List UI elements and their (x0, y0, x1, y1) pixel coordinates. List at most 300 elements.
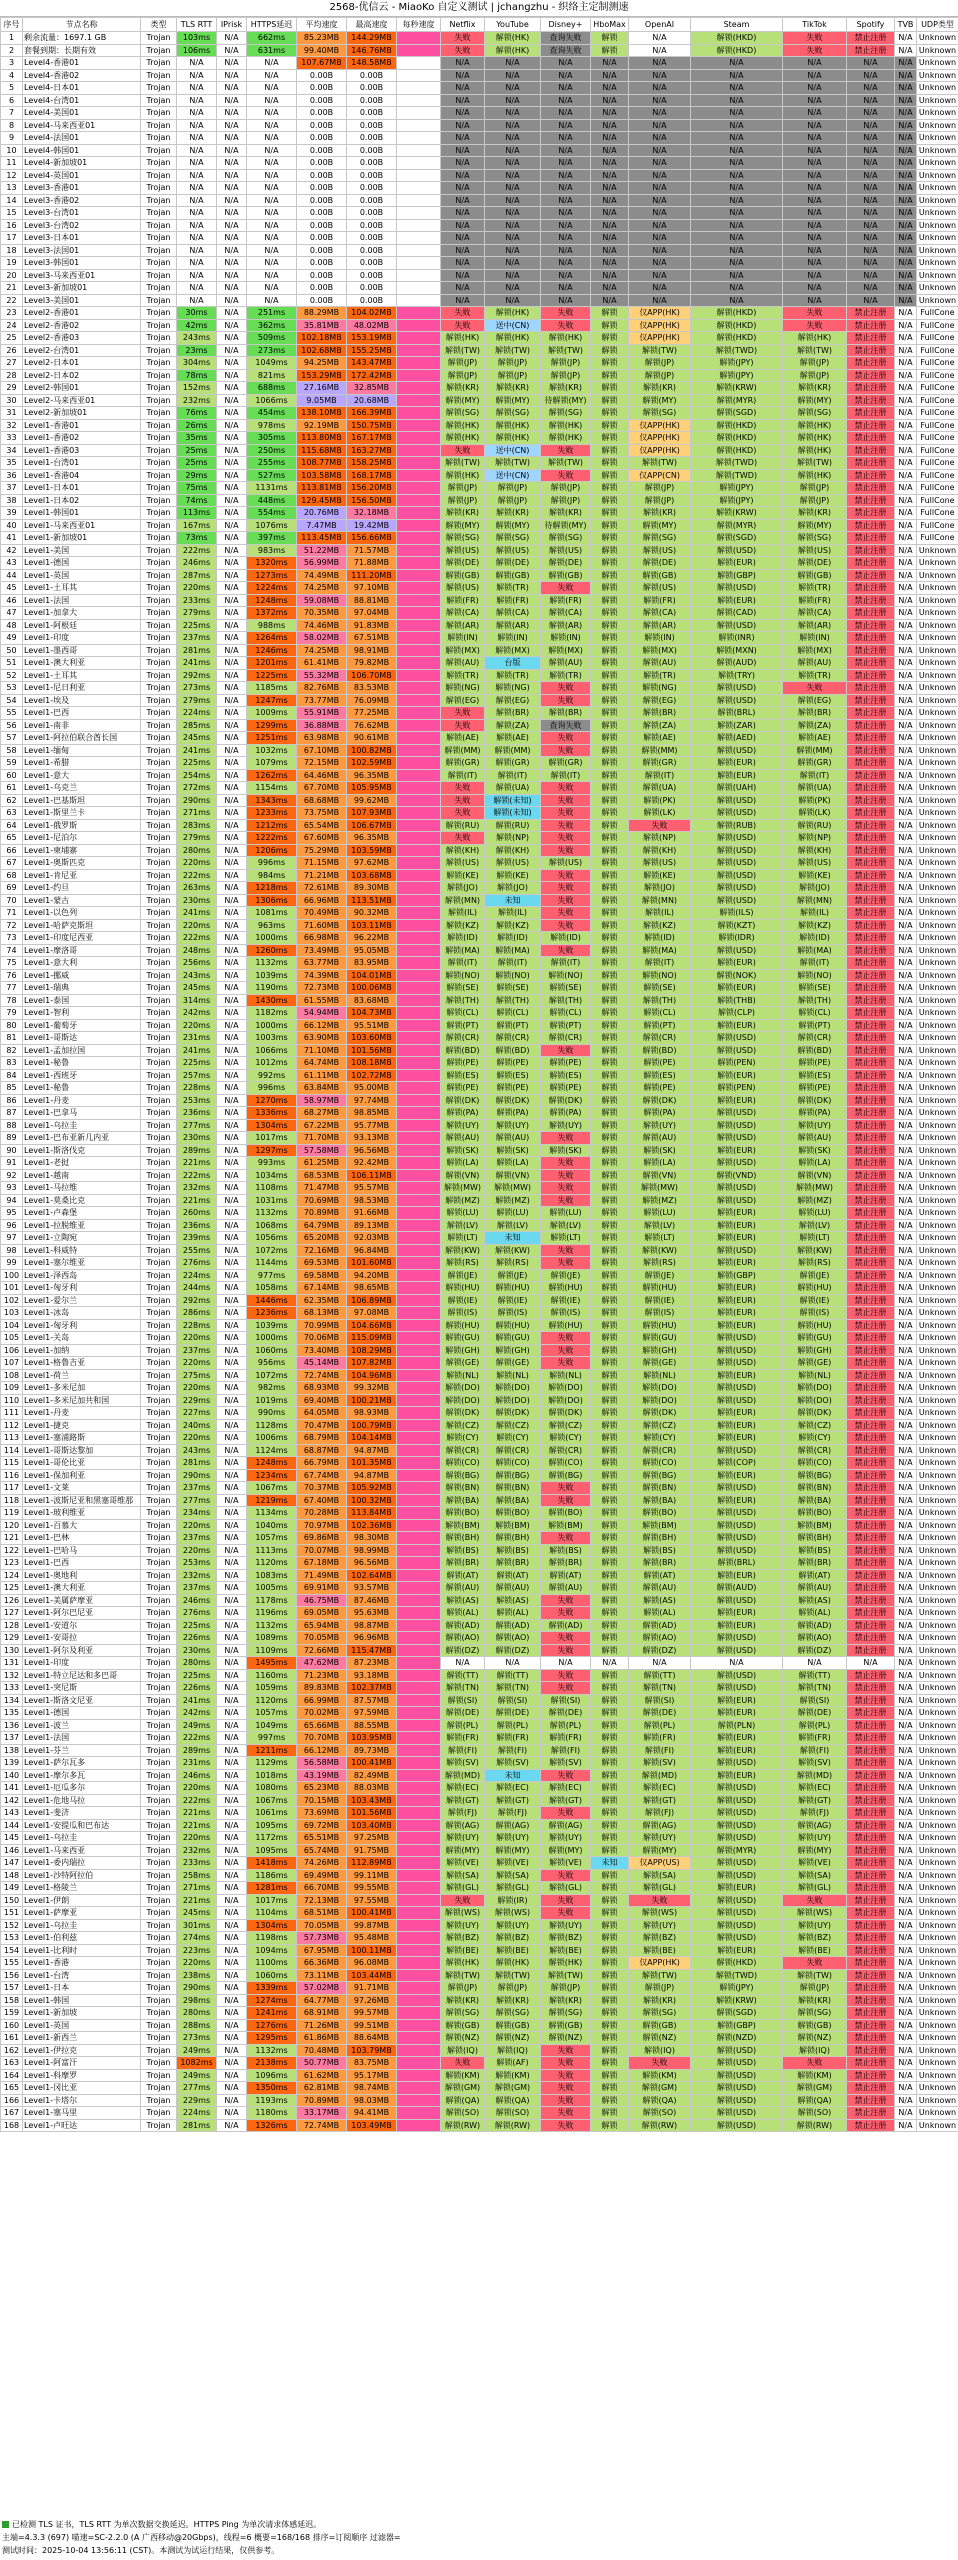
table-cell: 送中(CN) (485, 319, 541, 332)
table-cell: 解锁(EUR) (691, 594, 783, 607)
table-row (1, 144, 958, 157)
table-row (1, 1269, 958, 1282)
table-cell: 147 (1, 1857, 23, 1870)
table-row (1, 869, 958, 882)
table-cell: Trojan (141, 369, 177, 382)
table-cell: 解锁(JP) (629, 369, 691, 382)
table-cell: 107.67MB (297, 57, 347, 70)
table-cell: 解锁 (591, 794, 629, 807)
table-cell: 仅APP(HK) (629, 444, 691, 457)
table-cell: Trojan (141, 1194, 177, 1207)
table-cell: 101.35MB (347, 1457, 397, 1470)
table-cell: 失败 (541, 1644, 591, 1657)
table-cell: 631ms (247, 44, 297, 57)
table-cell: N/A (895, 1807, 917, 1820)
table-cell: 解锁(MY) (783, 1844, 847, 1857)
table-cell: 失败 (541, 844, 591, 857)
table-cell: Unknown (917, 2007, 958, 2020)
table-cell: Level1-缅甸 (23, 744, 141, 757)
table-cell: N/A (217, 1744, 247, 1757)
table-cell: 解锁(BR) (629, 707, 691, 720)
table-cell: 禁止注册 (847, 1019, 895, 1032)
table-cell: 1120ms (247, 1694, 297, 1707)
table-cell: 解锁 (591, 1919, 629, 1932)
table-cell: N/A (217, 907, 247, 920)
table-cell: Trojan (141, 257, 177, 270)
column-header: TLS RTT (177, 18, 217, 32)
table-cell: Unknown (917, 1069, 958, 1082)
table-cell: 解锁(USD) (691, 1669, 783, 1682)
table-cell: 解锁(AF) (485, 2057, 541, 2070)
table-row (1, 1282, 958, 1295)
table-cell: N/A (783, 119, 847, 132)
table-cell: N/A (217, 382, 247, 395)
table-cell: N/A (217, 1194, 247, 1207)
table-cell: Trojan (141, 1469, 177, 1482)
table-cell: 107.82MB (347, 1357, 397, 1370)
table-cell: 解锁(HKD) (691, 419, 783, 432)
table-cell: 解锁(MZ) (441, 1194, 485, 1207)
table-cell: N/A (895, 107, 917, 120)
table-cell: 解锁(RW) (629, 2119, 691, 2132)
table-cell: Trojan (141, 1832, 177, 1845)
table-cell: 解锁(BR) (783, 707, 847, 720)
table-cell: Unknown (917, 1394, 958, 1407)
table-cell: 解锁(HKD) (691, 332, 783, 345)
table-cell: 解锁(ID) (629, 932, 691, 945)
table-cell: 156.50MB (347, 494, 397, 507)
table-cell: 13 (1, 182, 23, 195)
table-cell: N/A (217, 844, 247, 857)
table-cell: N/A (691, 94, 783, 107)
table-cell: 236ms (177, 1107, 217, 1120)
table-cell: 解锁(CY) (441, 1432, 485, 1445)
column-header: HboMax (591, 18, 629, 32)
table-cell: Level1-科威特 (23, 1244, 141, 1257)
table-cell: 61.86MB (297, 2032, 347, 2045)
table-cell: N/A (895, 857, 917, 870)
table-cell: 解锁(BZ) (441, 1932, 485, 1945)
table-cell: N/A (217, 69, 247, 82)
table-cell: N/A (217, 369, 247, 382)
table-cell: 解锁(SGD) (691, 532, 783, 545)
table-cell: 解锁(AU) (783, 1132, 847, 1145)
table-cell: Level1-厄瓜多尔 (23, 1782, 141, 1795)
table-cell: 0.00B (347, 182, 397, 195)
table-cell: N/A (895, 2119, 917, 2132)
table-cell: N/A (217, 2044, 247, 2057)
table-cell: 解锁(SG) (485, 532, 541, 545)
table-cell: 解锁 (591, 1044, 629, 1057)
table-cell: 解锁(USD) (691, 1194, 783, 1207)
table-cell: N/A (895, 969, 917, 982)
table-cell: Trojan (141, 1144, 177, 1157)
table-cell: 55.91MB (297, 707, 347, 720)
table-cell: Unknown (917, 1794, 958, 1807)
table-cell: 解锁(USD) (691, 1344, 783, 1357)
table-row (1, 1357, 958, 1370)
table-cell: 解锁(KW) (485, 1244, 541, 1257)
table-cell: N/A (441, 94, 485, 107)
table-cell: N/A (217, 2007, 247, 2020)
table-cell: N/A (217, 1044, 247, 1057)
table-cell: 159 (1, 2007, 23, 2020)
table-cell: N/A (485, 194, 541, 207)
table-cell: 禁止注册 (847, 369, 895, 382)
table-cell: 100.11MB (347, 1944, 397, 1957)
footer-config: 主端=4.3.3 (697) 喵速=SC-2.2.0 (A 广西移动@20Gbps)，线程=6 概要=168/168 排序=订阅顺序 过滤器= (2, 2533, 401, 2542)
table-cell: 99.55MB (347, 1882, 397, 1895)
table-cell: 1009ms (247, 707, 297, 720)
table-cell: Level1-立陶宛 (23, 1232, 141, 1245)
table-cell: 解锁(UA) (629, 782, 691, 795)
table-cell: 解锁(BA) (485, 1494, 541, 1507)
table-cell: 解锁(SV) (441, 1757, 485, 1770)
table-cell: Trojan (141, 1632, 177, 1645)
table-cell: 禁止注册 (847, 1232, 895, 1245)
table-cell: 解锁 (591, 607, 629, 620)
table-cell: Trojan (141, 582, 177, 595)
table-cell: 32.85MB (347, 382, 397, 395)
table-cell: N/A (217, 244, 247, 257)
table-cell: 281ms (177, 1457, 217, 1470)
table-cell: 禁止注册 (847, 344, 895, 357)
table-cell: 禁止注册 (847, 1944, 895, 1957)
table-cell: N/A (217, 1119, 247, 1132)
table-cell: N/A (217, 1832, 247, 1845)
table-cell: Unknown (917, 244, 958, 257)
table-cell: 0.00B (297, 94, 347, 107)
table-cell: 解锁(MW) (629, 1182, 691, 1195)
table-cell: Trojan (141, 2044, 177, 2057)
table-cell: 72.74MB (297, 2119, 347, 2132)
table-cell: 禁止注册 (847, 469, 895, 482)
table-row (1, 1807, 958, 1820)
table-row (1, 607, 958, 620)
table-cell: 98.74MB (347, 2082, 397, 2095)
table-cell: Level1-巴基斯坦 (23, 794, 141, 807)
table-cell: Trojan (141, 1957, 177, 1970)
table-cell: 解锁(JP) (783, 494, 847, 507)
table-row (1, 832, 958, 845)
table-cell: 解锁(BH) (485, 1532, 541, 1545)
table-cell (397, 1832, 441, 1845)
table-row (1, 969, 958, 982)
table-cell: 279ms (177, 607, 217, 620)
table-cell: 解锁(HK) (441, 332, 485, 345)
table-cell: 解锁(BR) (541, 707, 591, 720)
table-cell: 554ms (247, 507, 297, 520)
table-cell: 70.28MB (297, 1507, 347, 1520)
table-row (1, 1632, 958, 1645)
table-cell: Unknown (917, 1482, 958, 1495)
table-cell: N/A (895, 157, 917, 170)
table-cell: Trojan (141, 244, 177, 257)
table-cell: 解锁 (591, 919, 629, 932)
table-cell: 解锁(MN) (629, 894, 691, 907)
table-cell: N/A (217, 1144, 247, 1157)
table-cell: 104.14MB (347, 1432, 397, 1445)
table-cell: Level1-葡萄牙 (23, 1019, 141, 1032)
table-cell: N/A (895, 1957, 917, 1970)
table-cell: N/A (217, 419, 247, 432)
table-cell: N/A (895, 1044, 917, 1057)
table-cell: Level1-挪威 (23, 969, 141, 982)
table-cell: N/A (441, 57, 485, 70)
table-cell: 解锁(IT) (541, 769, 591, 782)
table-cell: 解锁(HU) (629, 1282, 691, 1295)
table-cell: 禁止注册 (847, 1544, 895, 1557)
table-cell: 解锁(VN) (485, 1169, 541, 1182)
table-cell: 未知 (485, 1232, 541, 1245)
table-cell: 解锁(JO) (783, 882, 847, 895)
table-cell: N/A (691, 144, 783, 157)
table-cell: N/A (629, 94, 691, 107)
table-cell: N/A (217, 344, 247, 357)
table-cell: 解锁(AS) (485, 1594, 541, 1607)
table-cell: N/A (485, 119, 541, 132)
table-cell (397, 1744, 441, 1757)
table-cell: 解锁(HK) (485, 419, 541, 432)
table-cell: 1233ms (247, 807, 297, 820)
table-cell: Trojan (141, 1907, 177, 1920)
table-cell: N/A (441, 82, 485, 95)
table-cell: 113.45MB (297, 532, 347, 545)
table-cell: 解锁(AU) (541, 1582, 591, 1595)
table-cell: 解锁(HK) (485, 307, 541, 320)
table-cell: 解锁(AU) (485, 1132, 541, 1145)
table-cell: 解锁(FR) (629, 1732, 691, 1745)
table-cell: 解锁(DE) (629, 1707, 691, 1720)
table-cell: 解锁(JPY) (691, 369, 783, 382)
table-cell: 229ms (177, 1394, 217, 1407)
table-cell: N/A (217, 994, 247, 1007)
table-cell: 失败 (541, 1682, 591, 1695)
table-cell: 72.13MB (297, 1894, 347, 1907)
table-cell: 63.98MB (297, 732, 347, 745)
table-cell: Unknown (917, 2019, 958, 2032)
table-cell: N/A (895, 1132, 917, 1145)
table-cell: 禁止注册 (847, 657, 895, 670)
table-cell: N/A (895, 1294, 917, 1307)
table-cell: 解锁(RU) (441, 819, 485, 832)
table-cell: 32 (1, 419, 23, 432)
table-cell: N/A (217, 1244, 247, 1257)
table-cell: 解锁 (591, 1082, 629, 1095)
table-cell: Trojan (141, 957, 177, 970)
table-cell: N/A (217, 57, 247, 70)
table-cell: 69 (1, 882, 23, 895)
table-cell: Unknown (917, 969, 958, 982)
table-row (1, 107, 958, 120)
table-cell: 90.61MB (347, 732, 397, 745)
table-cell: 1264ms (247, 632, 297, 645)
table-cell: 解锁(KW) (441, 1244, 485, 1257)
table-cell (397, 2119, 441, 2132)
table-cell: Trojan (141, 1257, 177, 1270)
table-cell: 解锁 (591, 1719, 629, 1732)
table-cell: 解锁(KZ) (485, 919, 541, 932)
table-cell: Trojan (141, 169, 177, 182)
table-cell (397, 1982, 441, 1995)
table-cell: N/A (217, 1269, 247, 1282)
table-cell: N/A (217, 1094, 247, 1107)
table-cell: 解锁(BG) (485, 1469, 541, 1482)
table-cell: 277ms (177, 1119, 217, 1132)
table-cell: 解锁(TW) (441, 344, 485, 357)
table-cell: 136 (1, 1719, 23, 1732)
table-cell: 解锁 (591, 432, 629, 445)
table-cell: 解锁(GR) (541, 757, 591, 770)
table-cell: 1222ms (247, 832, 297, 845)
table-cell: 124 (1, 1569, 23, 1582)
table-cell: Unknown (917, 844, 958, 857)
table-cell: 95.77MB (347, 1119, 397, 1132)
table-cell: 1032ms (247, 744, 297, 757)
table-cell: 解锁 (591, 494, 629, 507)
table-cell: Trojan (141, 319, 177, 332)
table-cell: 35.81MB (297, 319, 347, 332)
table-cell: 73.11MB (297, 1969, 347, 1982)
table-cell: Trojan (141, 1044, 177, 1057)
table-cell (397, 1294, 441, 1307)
table-cell: 解锁(JP) (541, 494, 591, 507)
table-cell: N/A (217, 569, 247, 582)
table-cell: 解锁 (591, 1907, 629, 1920)
table-cell: 禁止注册 (847, 2069, 895, 2082)
table-cell: 解锁 (591, 782, 629, 795)
table-cell: Trojan (141, 407, 177, 420)
table-cell: 71.57MB (347, 544, 397, 557)
table-cell: Level1-关岛 (23, 1332, 141, 1345)
table-cell: 1273ms (247, 569, 297, 582)
table-cell: 解锁 (591, 32, 629, 45)
table-cell: N/A (895, 2044, 917, 2057)
table-cell: N/A (591, 57, 629, 70)
table-cell: 161 (1, 2032, 23, 2045)
table-cell: 解锁(PE) (629, 1057, 691, 1070)
table-cell: 241ms (177, 744, 217, 757)
table-cell: 1031ms (247, 1194, 297, 1207)
table-cell: 1196ms (247, 1607, 297, 1620)
table-cell: 解锁(TT) (441, 1669, 485, 1682)
table-cell: Trojan (141, 2107, 177, 2120)
table-row (1, 1244, 958, 1257)
table-cell (397, 669, 441, 682)
table-cell: 33.17MB (297, 2107, 347, 2120)
table-cell: 224ms (177, 707, 217, 720)
table-cell: 131 (1, 1657, 23, 1670)
table-cell: 1172ms (247, 1832, 297, 1845)
table-cell: 53 (1, 682, 23, 695)
table-cell: N/A (783, 257, 847, 270)
table-cell: 153 (1, 1932, 23, 1945)
table-cell: 233ms (177, 594, 217, 607)
table-cell: Level2-马来西亚01 (23, 394, 141, 407)
table-cell (397, 882, 441, 895)
table-cell: Level1-奥地利 (23, 1569, 141, 1582)
table-cell: 85 (1, 1082, 23, 1095)
table-cell: 解锁(AR) (485, 619, 541, 632)
table-cell: 解锁(IQ) (485, 2044, 541, 2057)
table-cell: N/A (895, 1932, 917, 1945)
table-cell: 102.68MB (297, 344, 347, 357)
table-cell: Level1-伊朗 (23, 1894, 141, 1907)
table-cell: 解锁(DE) (441, 557, 485, 570)
table-cell: 83 (1, 1057, 23, 1070)
table-row (1, 694, 958, 707)
table-cell: 16 (1, 219, 23, 232)
table-cell: Trojan (141, 844, 177, 857)
table-cell (397, 1657, 441, 1670)
table-cell: 解锁(HU) (783, 1282, 847, 1295)
table-cell: 0.00B (297, 219, 347, 232)
table-cell: 解锁(JP) (485, 482, 541, 495)
table-cell: 解锁(MYR) (691, 519, 783, 532)
table-cell: N/A (591, 94, 629, 107)
table-cell: 禁止注册 (847, 1482, 895, 1495)
table-cell: 143 (1, 1807, 23, 1820)
table-cell: 解锁(IQ) (783, 2044, 847, 2057)
table-cell: 解锁(DE) (485, 557, 541, 570)
table-cell: 27 (1, 357, 23, 370)
table-row (1, 282, 958, 295)
table-cell: Level1-阿富汗 (23, 2057, 141, 2070)
table-cell: 解锁(MA) (783, 944, 847, 957)
table-cell: 解锁(USD) (691, 619, 783, 632)
table-cell: 解锁(EUR) (691, 1744, 783, 1757)
table-cell: Trojan (141, 1019, 177, 1032)
table-cell: N/A (895, 557, 917, 570)
table-cell: 解锁(EUR) (691, 557, 783, 570)
table-row (1, 807, 958, 820)
table-cell: 解锁(IL) (485, 907, 541, 920)
table-cell: 解锁(EUR) (691, 1282, 783, 1295)
table-cell: 1218ms (247, 882, 297, 895)
table-cell: 167ms (177, 519, 217, 532)
table-cell: 解锁(IT) (441, 957, 485, 970)
table-cell: 解锁(IT) (629, 769, 691, 782)
table-cell: N/A (895, 1469, 917, 1482)
table-cell: 解锁(IQ) (441, 2044, 485, 2057)
table-cell (397, 169, 441, 182)
table-cell: 解锁(SK) (441, 1144, 485, 1157)
table-cell: 解锁(JP) (485, 1982, 541, 1995)
table-cell: Level1-阿拉伯联合酋长国 (23, 732, 141, 745)
table-cell: N/A (217, 2069, 247, 2082)
table-cell: 解锁(KRW) (691, 382, 783, 395)
table-cell: Trojan (141, 419, 177, 432)
table-cell: Level1-突尼斯 (23, 1682, 141, 1695)
table-cell: 163 (1, 2057, 23, 2070)
table-cell: 230ms (177, 1644, 217, 1657)
table-cell: 仅APP(HK) (629, 419, 691, 432)
table-cell: 解锁 (591, 732, 629, 745)
table-cell: 解锁(AU) (541, 657, 591, 670)
table-cell: Level1-香港02 (23, 432, 141, 445)
table-cell: N/A (247, 232, 297, 245)
table-cell: N/A (895, 1944, 917, 1957)
table-cell: Unknown (917, 2044, 958, 2057)
table-cell: 解锁(LU) (541, 1207, 591, 1220)
table-cell: 70.06MB (297, 1332, 347, 1345)
table-row (1, 369, 958, 382)
table-cell: 9.05MB (297, 394, 347, 407)
table-cell: N/A (217, 1807, 247, 1820)
table-cell: 230ms (177, 1132, 217, 1145)
table-cell: 禁止注册 (847, 519, 895, 532)
table-cell: N/A (895, 1019, 917, 1032)
